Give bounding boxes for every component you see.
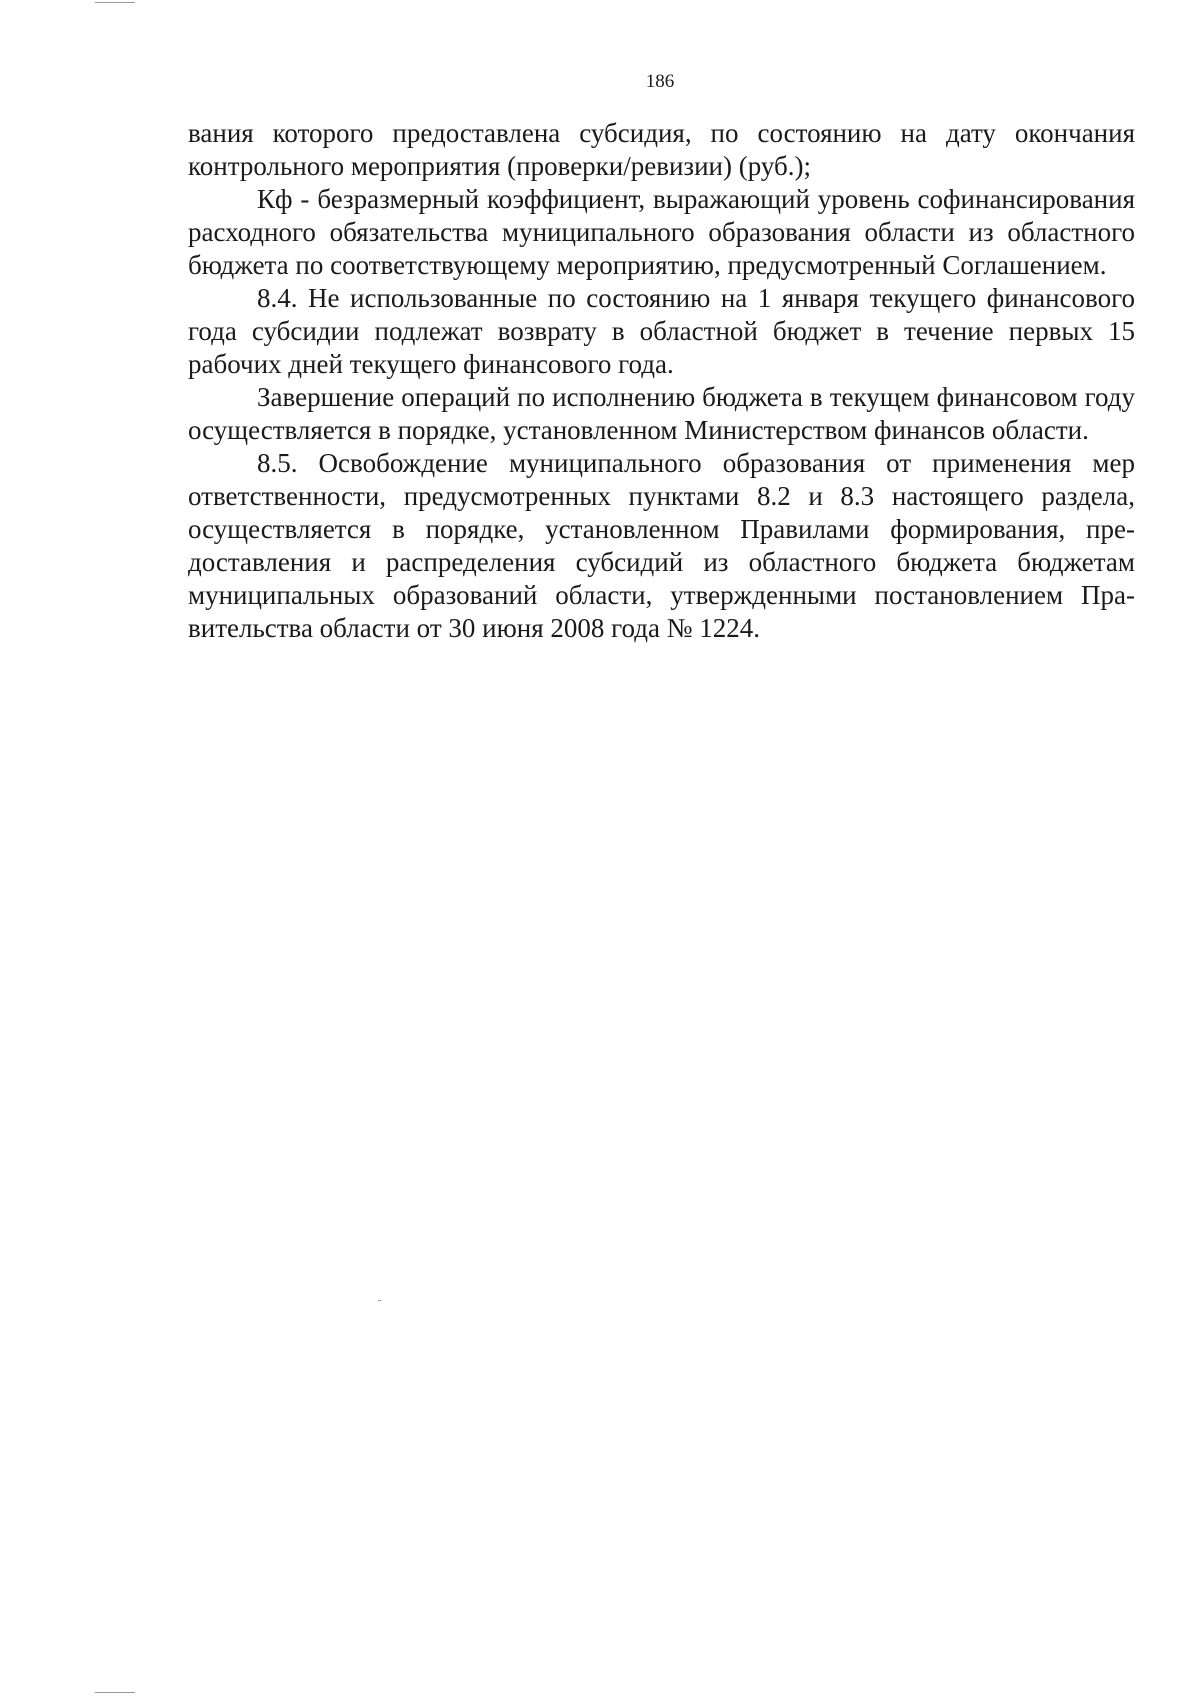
paragraph-budget-completion: Завершение операций по исполнению бюджета в текущем финансовом году осуществляется в порядке, установленном Министерством финансов области. bbox=[188, 382, 1135, 445]
paragraph-8-5: 8.5. Освобождение муниципального образования от применения мер ответственности, предусмотренных пунктами 8.2 и 8.3 настоящего раздела, осуществляется в порядке, установленном Правилами формирования, предоставления и распределения субсидий из областного бюджета бюджетам муниципальных образований области, утвержденными постановлением Правительства области от 30 июня 2008 года № 1224. bbox=[188, 448, 1135, 643]
document-body bbox=[188, 117, 1135, 645]
page-number: 186 bbox=[645, 71, 675, 92]
scan-artifact-top bbox=[95, 2, 135, 3]
paragraph-kf-definition: Кф - безразмерный коэффициент, выражающий уровень софинансирования расходного обязательства муниципального образования области из областного бюджета по соответствующему мероприятию, предусмотренный Соглашением. bbox=[188, 184, 1135, 280]
scan-artifact-bottom bbox=[95, 1692, 135, 1693]
paragraph-continuation: вания которого предоставлена субсидия, по состоянию на дату окончания контрольного мероприятия (проверки/ревизии) (руб.); bbox=[188, 118, 1135, 181]
paragraph-8-4: 8.4. Не использованные по состоянию на 1 января текущего финансового года субсидии подлежат возврату в областной бюджет в течение первых 15 рабочих дней текущего финансового года. bbox=[188, 283, 1135, 379]
scan-artifact-mid bbox=[378, 1300, 381, 1301]
